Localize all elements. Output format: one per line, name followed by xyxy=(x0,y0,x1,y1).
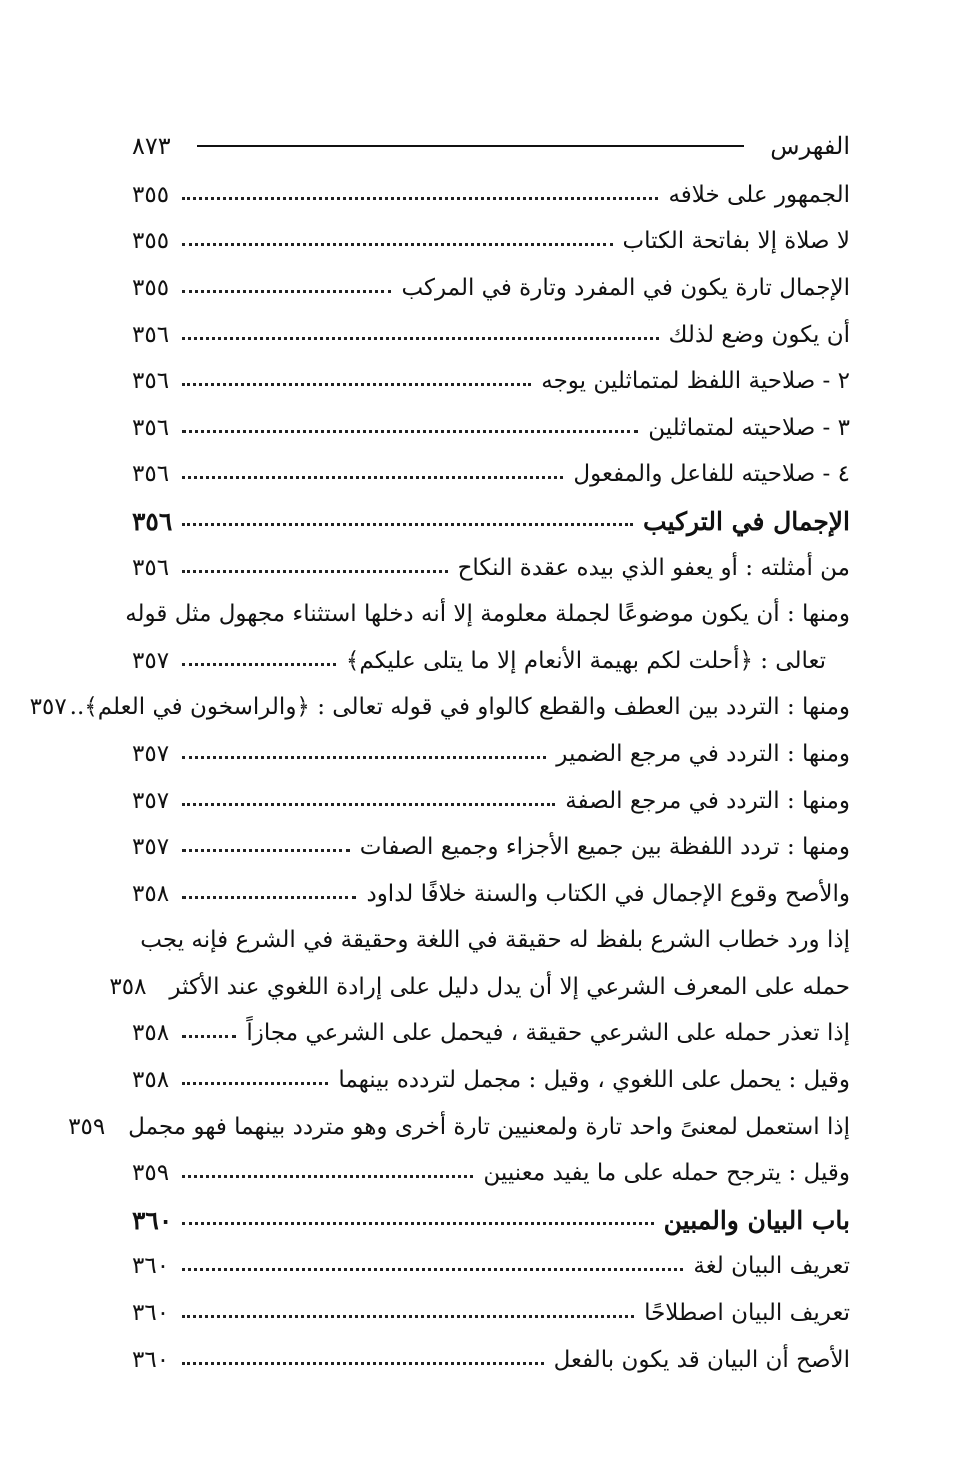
entry-page-number: ٣٥٥ xyxy=(132,228,170,255)
entry-text: إذا ورد خطاب الشرع بلفظ له حقيقة في اللغة وحقيقة في الشرع فإنه يجب xyxy=(140,927,850,954)
entry-text: ٢ - صلاحية اللفظ لمتماثلين يوجه xyxy=(541,368,850,395)
dot-leader xyxy=(182,1175,473,1178)
dot-leader xyxy=(182,476,563,479)
entry-text: ومنها : التردد في مرجع الصفة xyxy=(565,787,850,814)
entry-text: الإجمال في التركيب xyxy=(643,506,850,536)
dot-leader xyxy=(182,803,555,806)
entry-text: حمله على المعرف الشرعي إلا أن يدل دليل على إرادة اللغوي عند الأكثر xyxy=(169,973,850,1000)
entry-text: وقيل : يحمل على اللغوي ، وقيل : مجمل لتردده بينهما xyxy=(338,1067,850,1094)
dot-leader xyxy=(182,383,531,386)
entry-page-number: ٣٥٦ xyxy=(132,368,170,395)
entry-page-number: ٣٥٨ xyxy=(132,1020,170,1047)
header-rule xyxy=(197,145,745,147)
entry-text: لا صلاة إلا بفاتحة الكتاب xyxy=(622,228,850,255)
entry-text: إذا تعذر حمله على الشرعي حقيقة ، فيحمل على الشرعي مجازاً xyxy=(246,1020,850,1047)
dot-leader xyxy=(182,1315,634,1318)
entry-text: باب البيان والمبين xyxy=(663,1205,850,1235)
entry-text: ومنها : التردد بين العطف والقطع كالواو في قوله تعالى : ﴿والراسخون في العلم﴾.. xyxy=(69,694,850,721)
entry-text: والأصح وقوع الإجمال في الكتاب والسنة خلافًا لداود xyxy=(366,880,850,907)
index-entry xyxy=(132,778,850,825)
index-entry xyxy=(132,219,850,266)
index-entry xyxy=(132,1011,850,1058)
index-heading xyxy=(132,1197,850,1244)
entry-text: الجمهور على خلافه xyxy=(668,181,850,208)
entry-text: الإجمال تارة يكون في المفرد وتارة في المركب xyxy=(401,274,850,301)
index-entry xyxy=(132,871,850,918)
dot-leader xyxy=(182,197,658,200)
index-entry xyxy=(132,358,850,405)
dot-leader xyxy=(182,243,613,246)
index-entry xyxy=(109,964,850,1011)
entry-page-number: ٣٥٧ xyxy=(29,694,67,721)
entry-text: إذا استعمل لمعنىً واحد تارة ولمعنيين تارة أخرى وهو متردد بينهما فهو مجمل xyxy=(128,1113,850,1140)
entry-page-number: ٣٥٨ xyxy=(132,1067,170,1094)
entry-page-number: ٣٥٧ xyxy=(132,787,170,814)
dot-leader xyxy=(182,523,633,526)
entry-page-number: ٣٥٧ xyxy=(132,740,170,767)
index-entry xyxy=(132,824,850,871)
entry-page-number: ٣٥٨ xyxy=(132,880,170,907)
page-number: ٨٧٣ xyxy=(132,132,171,160)
index-entry xyxy=(132,172,850,219)
index-entry xyxy=(132,918,850,965)
index-entry xyxy=(132,405,850,452)
entry-text: ومنها : تردد اللفظة بين جميع الأجزاء وجميع الصفات xyxy=(359,834,850,861)
index-list xyxy=(29,172,850,1383)
index-entry xyxy=(132,1290,850,1337)
entry-text: تعريف البيان اصطلاحًا xyxy=(644,1300,850,1327)
dot-leader xyxy=(182,290,391,293)
entry-text: من أمثلته : أو يعفو الذي بيده عقدة النكاح xyxy=(457,554,850,581)
entry-page-number: ٣٦٠ xyxy=(132,1346,170,1373)
index-entry xyxy=(132,312,850,359)
dot-leader xyxy=(182,337,659,340)
index-entry xyxy=(132,452,850,499)
entry-page-number: ٣٦٠ xyxy=(132,1205,173,1235)
index-entry xyxy=(132,1244,850,1291)
index-entry xyxy=(132,1150,850,1197)
dot-leader xyxy=(182,1035,236,1038)
entry-text: الأصح أن البيان قد يكون بالفعل xyxy=(553,1346,850,1373)
dot-leader xyxy=(182,1268,683,1271)
index-entry xyxy=(132,1057,850,1104)
dot-leader xyxy=(182,896,356,899)
entry-page-number: ٣٥٦ xyxy=(132,506,173,536)
dot-leader xyxy=(182,1362,544,1365)
dot-leader xyxy=(182,570,448,573)
entry-page-number: ٣٥٥ xyxy=(132,181,170,208)
entry-page-number: ٣٥٦ xyxy=(132,414,170,441)
entry-text: ومنها : التردد في مرجع الضمير xyxy=(556,740,850,767)
entry-page-number: ٣٥٧ xyxy=(132,647,170,674)
entry-page-number: ٣٥٦ xyxy=(132,321,170,348)
index-entry xyxy=(132,545,850,592)
running-title: الفهرس xyxy=(770,132,850,160)
entry-text: تعريف البيان لغة xyxy=(693,1253,850,1280)
entry-text: تعالى : ﴿أحلت لكم بهيمة الأنعام إلا ما يتلى عليكم﴾ xyxy=(345,647,826,674)
index-entry xyxy=(132,638,850,685)
dot-leader xyxy=(182,849,350,852)
index-entry xyxy=(132,1337,850,1384)
index-entry xyxy=(125,591,850,638)
dot-leader xyxy=(182,663,336,666)
entry-page-number: ٣٦٠ xyxy=(132,1300,170,1327)
entry-text: أن يكون وضع لذلك xyxy=(668,321,850,348)
entry-text: ومنها : أن يكون موضوعًا لجملة معلومة إلا أنه دخلها استثناء مجهول مثل قوله xyxy=(125,601,850,628)
entry-page-number: ٣٥٥ xyxy=(132,274,170,301)
dot-leader xyxy=(182,1082,328,1085)
index-heading xyxy=(132,498,850,545)
dot-leader xyxy=(182,1222,653,1225)
index-entry xyxy=(29,685,850,732)
dot-leader xyxy=(182,756,546,759)
entry-page-number: ٣٥٧ xyxy=(132,834,170,861)
entry-text: وقيل : يترجح حمله على ما يفيد معنيين xyxy=(483,1160,850,1187)
entry-page-number: ٣٥٦ xyxy=(132,461,170,488)
entry-page-number: ٣٥٨ xyxy=(109,973,147,1000)
entry-page-number: ٣٥٦ xyxy=(132,554,170,581)
index-entry xyxy=(68,1104,850,1151)
entry-text: ٣ - صلاحيته لمتماثلين xyxy=(648,414,850,441)
entry-page-number: ٣٥٩ xyxy=(132,1160,170,1187)
index-entry xyxy=(132,265,850,312)
entry-text: ٤ - صلاحيته للفاعل والمفعول xyxy=(573,461,850,488)
page-header xyxy=(132,128,850,164)
entry-page-number: ٣٦٠ xyxy=(132,1253,170,1280)
index-entry xyxy=(132,731,850,778)
entry-page-number: ٣٥٩ xyxy=(68,1113,106,1140)
dot-leader xyxy=(182,430,638,433)
